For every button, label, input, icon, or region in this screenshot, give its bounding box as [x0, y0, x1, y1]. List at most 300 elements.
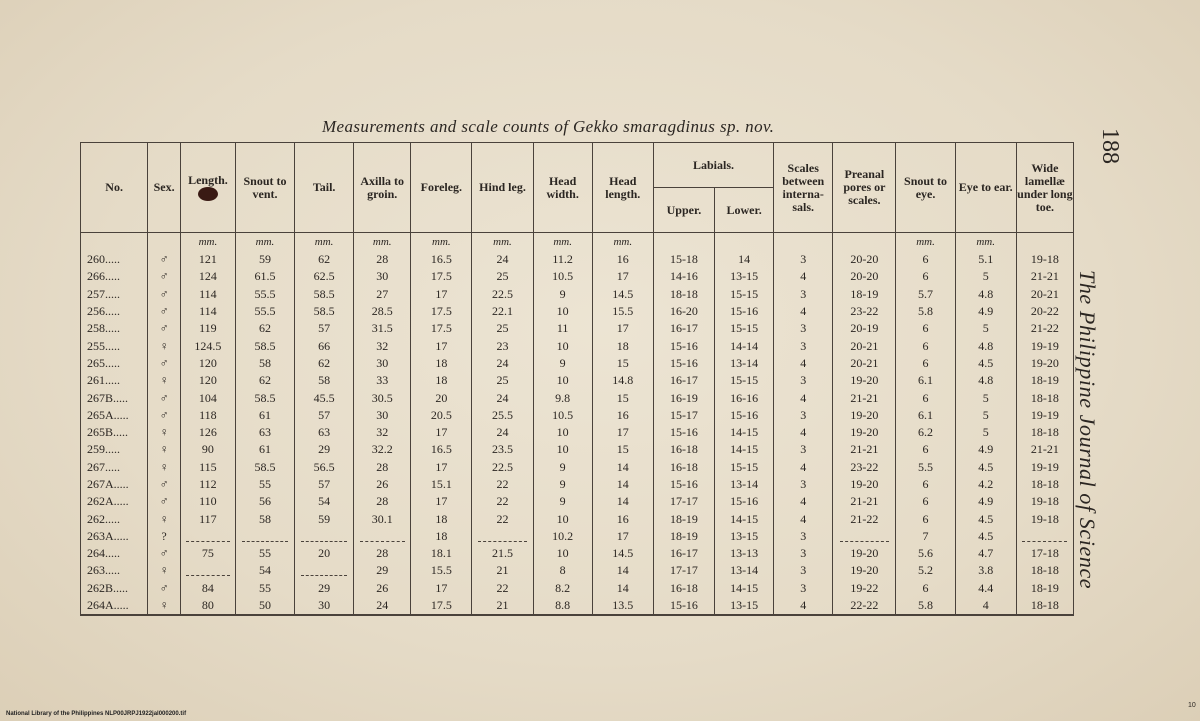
table-body — [81, 233, 1074, 616]
header-labials: Labials. — [653, 143, 773, 188]
table-cell: 28 — [354, 493, 411, 510]
table-cell: 22.1 — [472, 303, 533, 320]
blank-dashes — [301, 567, 348, 576]
table-cell: 26 — [354, 476, 411, 493]
table-row — [81, 407, 1074, 424]
table-row — [81, 459, 1074, 476]
table-cell: 62.5 — [295, 268, 354, 285]
table-row — [81, 303, 1074, 320]
table-cell: 14-15 — [715, 441, 774, 458]
table-cell — [472, 528, 533, 545]
table-cell: 90 — [180, 441, 235, 458]
unit-cell — [833, 233, 896, 252]
table-cell: 110 — [180, 493, 235, 510]
table-cell: 24 — [472, 355, 533, 372]
header-labials-upper: Upper. — [653, 188, 714, 233]
table-cell: 21-21 — [1016, 441, 1073, 458]
specimen-number: 259..... — [81, 441, 148, 458]
table-cell: 4 — [774, 493, 833, 510]
table-cell: 19-20 — [833, 562, 896, 579]
table-cell: 126 — [180, 424, 235, 441]
table-row — [81, 320, 1074, 337]
table-cell: 21-21 — [1016, 268, 1073, 285]
table-row — [81, 355, 1074, 372]
table-cell: 24 — [354, 597, 411, 615]
table-cell: 14-15 — [715, 424, 774, 441]
table-cell: 104 — [180, 389, 235, 406]
table-cell: 14-15 — [715, 580, 774, 597]
table-cell: 19-22 — [833, 580, 896, 597]
table-cell: 9 — [533, 493, 592, 510]
table-cell: 57 — [295, 320, 354, 337]
table-cell: 84 — [180, 580, 235, 597]
table-cell: 6 — [896, 441, 955, 458]
corner-mark: 10 — [1188, 702, 1196, 709]
table-cell: 15-15 — [715, 372, 774, 389]
table-cell: 21 — [472, 597, 533, 615]
table-cell: 120 — [180, 372, 235, 389]
table-cell: 5 — [955, 407, 1016, 424]
unit-cell: mm. — [472, 233, 533, 252]
table-cell: 29 — [295, 580, 354, 597]
table-cell: 17 — [411, 580, 472, 597]
table-cell: 10 — [533, 372, 592, 389]
table-cell: 4.9 — [955, 493, 1016, 510]
header-foreleg: Foreleg. — [411, 143, 472, 233]
table-cell: 4.7 — [955, 545, 1016, 562]
table-cell: 11.2 — [533, 251, 592, 268]
table-cell: 55 — [235, 580, 294, 597]
table-cell: ♂ — [148, 407, 181, 424]
table-cell: 3 — [774, 476, 833, 493]
table-cell: 20 — [295, 545, 354, 562]
table-cell: 15-17 — [653, 407, 714, 424]
table-cell — [833, 528, 896, 545]
table-cell: 4.4 — [955, 580, 1016, 597]
table-cell: 6 — [896, 320, 955, 337]
table-cell: 18-19 — [653, 510, 714, 527]
unit-cell: mm. — [955, 233, 1016, 252]
table-cell: 9 — [533, 459, 592, 476]
table-cell: 21-21 — [833, 441, 896, 458]
table-cell: 4 — [955, 597, 1016, 615]
units-row — [81, 233, 1074, 252]
table-cell: 4 — [774, 424, 833, 441]
header-length: Length. — [180, 143, 235, 233]
specimen-number: 267..... — [81, 459, 148, 476]
table-cell: 16-17 — [653, 320, 714, 337]
table-cell: 61 — [235, 441, 294, 458]
table-cell: 75 — [180, 545, 235, 562]
table-cell: 55 — [235, 476, 294, 493]
table-cell: 10 — [533, 545, 592, 562]
table-cell: 124.5 — [180, 337, 235, 354]
table-cell: 17 — [592, 528, 653, 545]
table-cell: 15-16 — [653, 424, 714, 441]
specimen-number: 258..... — [81, 320, 148, 337]
table-cell: 56 — [235, 493, 294, 510]
table-cell: 21-22 — [1016, 320, 1073, 337]
table-cell: 19-20 — [833, 372, 896, 389]
unit-cell: mm. — [295, 233, 354, 252]
table-cell: 11 — [533, 320, 592, 337]
table-cell: 5.8 — [896, 597, 955, 615]
table-cell: 3.8 — [955, 562, 1016, 579]
table-cell: 6.1 — [896, 407, 955, 424]
table-cell: 45.5 — [295, 389, 354, 406]
table-cell: 19-20 — [833, 424, 896, 441]
table-cell — [1016, 528, 1073, 545]
table-cell: 62 — [235, 372, 294, 389]
table-cell: 120 — [180, 355, 235, 372]
table-cell: 20 — [411, 389, 472, 406]
specimen-number: 264A..... — [81, 597, 148, 615]
table-cell: 20-20 — [833, 251, 896, 268]
table-cell: 4.9 — [955, 441, 1016, 458]
table-cell: 23-22 — [833, 303, 896, 320]
header-eye-ear: Eye to ear. — [955, 143, 1016, 233]
table-row — [81, 337, 1074, 354]
header-scales-between-internasals: Scales between interna-sals. — [774, 143, 833, 233]
table-cell: 62 — [295, 251, 354, 268]
table-cell: 14-14 — [715, 337, 774, 354]
table-cell: 4.8 — [955, 286, 1016, 303]
table-row — [81, 286, 1074, 303]
unit-cell: mm. — [896, 233, 955, 252]
table-cell: 14 — [592, 493, 653, 510]
table-cell: 19-20 — [833, 407, 896, 424]
table-cell: 9 — [533, 286, 592, 303]
header-sex: Sex. — [148, 143, 181, 233]
table-cell: 21.5 — [472, 545, 533, 562]
table-cell: 10.5 — [533, 268, 592, 285]
table-row — [81, 493, 1074, 510]
table-cell: 27 — [354, 286, 411, 303]
table-cell: 114 — [180, 286, 235, 303]
table-cell: 18-19 — [653, 528, 714, 545]
table-cell: 16-19 — [653, 389, 714, 406]
table-cell: 18-18 — [1016, 562, 1073, 579]
table-cell: 3 — [774, 251, 833, 268]
table-cell: 13-13 — [715, 545, 774, 562]
table-cell: 15-16 — [653, 476, 714, 493]
table-cell: 7 — [896, 528, 955, 545]
table-cell: 18-19 — [1016, 372, 1073, 389]
specimen-number: 263A..... — [81, 528, 148, 545]
table-cell: 58.5 — [295, 286, 354, 303]
header-wide-lamellae: Wide lamellæ under long toe. — [1016, 143, 1073, 233]
table-cell: 8.2 — [533, 580, 592, 597]
table-cell: 14 — [592, 562, 653, 579]
table-cell: 112 — [180, 476, 235, 493]
table-cell: 50 — [235, 597, 294, 615]
table-cell: 4 — [774, 303, 833, 320]
table-cell: 15-15 — [715, 320, 774, 337]
table-cell: 17-17 — [653, 562, 714, 579]
table-cell: 55.5 — [235, 286, 294, 303]
table-cell: 20-21 — [1016, 286, 1073, 303]
table-cell: 16 — [592, 407, 653, 424]
table-cell: ♂ — [148, 251, 181, 268]
measurements-table — [80, 142, 1074, 616]
blank-dashes — [242, 533, 289, 542]
specimen-number: 265..... — [81, 355, 148, 372]
table-cell: 20-22 — [1016, 303, 1073, 320]
table-cell: 15 — [592, 389, 653, 406]
table-cell: 5.8 — [896, 303, 955, 320]
table-cell: 24 — [472, 424, 533, 441]
table-caption: Measurements and scale counts of Gekko smaragdinus sp. nov. — [322, 117, 775, 136]
table-cell: 15 — [592, 355, 653, 372]
table-cell: 58 — [295, 372, 354, 389]
table-row — [81, 251, 1074, 268]
table-row — [81, 510, 1074, 527]
table-cell: 4.5 — [955, 459, 1016, 476]
table-cell: 30.1 — [354, 510, 411, 527]
table-cell: 15 — [592, 441, 653, 458]
specimen-number: 262A..... — [81, 493, 148, 510]
table-cell: 28 — [354, 459, 411, 476]
table-cell — [295, 528, 354, 545]
table-cell: 4.2 — [955, 476, 1016, 493]
specimen-number: 262B..... — [81, 580, 148, 597]
table-cell: 4 — [774, 597, 833, 615]
table-row — [81, 441, 1074, 458]
specimen-number: 267A..... — [81, 476, 148, 493]
table-cell: ? — [148, 528, 181, 545]
table-cell: 20-20 — [833, 268, 896, 285]
specimen-number: 260..... — [81, 251, 148, 268]
table-cell: 19-20 — [833, 545, 896, 562]
table-cell: 15-16 — [715, 493, 774, 510]
table-cell: ♀ — [148, 424, 181, 441]
table-cell: 117 — [180, 510, 235, 527]
table-cell: 62 — [235, 320, 294, 337]
table-cell: 18-18 — [1016, 389, 1073, 406]
unit-cell: mm. — [180, 233, 235, 252]
table-cell: 22 — [472, 580, 533, 597]
table-cell: 5.7 — [896, 286, 955, 303]
table-cell: ♀ — [148, 337, 181, 354]
table-cell: ♂ — [148, 303, 181, 320]
table-cell: 21 — [472, 562, 533, 579]
table-cell: 3 — [774, 407, 833, 424]
page-number: 188 — [1097, 128, 1123, 164]
table-cell: 15-15 — [715, 459, 774, 476]
table-cell: ♂ — [148, 355, 181, 372]
table-cell: ♂ — [148, 320, 181, 337]
table-cell: 3 — [774, 286, 833, 303]
table-cell: 15-16 — [715, 303, 774, 320]
table-cell: 6 — [896, 251, 955, 268]
table-cell: 3 — [774, 320, 833, 337]
table-cell: 61.5 — [235, 268, 294, 285]
table-cell: 16-18 — [653, 459, 714, 476]
table-cell: 16 — [592, 251, 653, 268]
table-cell: ♂ — [148, 580, 181, 597]
table-cell: 33 — [354, 372, 411, 389]
table-cell: ♂ — [148, 493, 181, 510]
table-cell: 6.1 — [896, 372, 955, 389]
table-cell: 25 — [472, 372, 533, 389]
specimen-number: 263..... — [81, 562, 148, 579]
unit-cell: mm. — [592, 233, 653, 252]
table-cell: 31.5 — [354, 320, 411, 337]
table-cell: 56.5 — [295, 459, 354, 476]
table-cell: 58.5 — [235, 337, 294, 354]
table-cell: 26 — [354, 580, 411, 597]
table-cell: 18-19 — [833, 286, 896, 303]
table-cell: 18 — [592, 337, 653, 354]
table-cell: 19-20 — [1016, 355, 1073, 372]
table-cell: 5.5 — [896, 459, 955, 476]
table-cell: 17 — [411, 493, 472, 510]
table-cell: 17.5 — [411, 320, 472, 337]
table-row — [81, 580, 1074, 597]
table-cell: ♂ — [148, 545, 181, 562]
table-cell: 6 — [896, 476, 955, 493]
table-cell: 28 — [354, 251, 411, 268]
table-cell: 19-19 — [1016, 459, 1073, 476]
table-cell: 4.5 — [955, 528, 1016, 545]
table-cell: 29 — [354, 562, 411, 579]
table-cell: 16.5 — [411, 251, 472, 268]
table-cell: 5.6 — [896, 545, 955, 562]
table-cell: 10 — [533, 424, 592, 441]
table-cell: 62 — [295, 355, 354, 372]
table-cell: 19-19 — [1016, 407, 1073, 424]
table-cell: 13-15 — [715, 268, 774, 285]
table-cell: 15.1 — [411, 476, 472, 493]
table-cell: 8.8 — [533, 597, 592, 615]
header-preanal-pores: Preanal pores or scales. — [833, 143, 896, 233]
table-cell: 22 — [472, 476, 533, 493]
table-cell: 4.5 — [955, 510, 1016, 527]
table-cell: 22-22 — [833, 597, 896, 615]
table-cell: 6 — [896, 510, 955, 527]
table-cell: 58.5 — [295, 303, 354, 320]
table-cell: 13-15 — [715, 528, 774, 545]
table-cell: 15.5 — [592, 303, 653, 320]
table-cell: 17-18 — [1016, 545, 1073, 562]
table-cell: 4.8 — [955, 372, 1016, 389]
table-row — [81, 424, 1074, 441]
table-cell: 15.5 — [411, 562, 472, 579]
table-row — [81, 597, 1074, 615]
blank-dashes — [186, 567, 229, 576]
table-cell: 19-18 — [1016, 251, 1073, 268]
table-cell: 118 — [180, 407, 235, 424]
header-snout-vent: Snout to vent. — [235, 143, 294, 233]
specimen-number: 267B..... — [81, 389, 148, 406]
header-labials-lower: Lower. — [715, 188, 774, 233]
header-no: No. — [81, 143, 148, 233]
table-cell: 5 — [955, 320, 1016, 337]
table-cell: 13-15 — [715, 597, 774, 615]
table-cell: 3 — [774, 372, 833, 389]
table-cell: 6 — [896, 355, 955, 372]
table-cell: 121 — [180, 251, 235, 268]
table-cell: 63 — [235, 424, 294, 441]
table-cell: 57 — [295, 476, 354, 493]
specimen-number: 262..... — [81, 510, 148, 527]
table-cell: 18 — [411, 372, 472, 389]
table-cell: 13.5 — [592, 597, 653, 615]
table-cell: 18-18 — [1016, 476, 1073, 493]
table-cell: 28 — [354, 545, 411, 562]
table-cell: 58 — [235, 355, 294, 372]
table-cell: 6.2 — [896, 424, 955, 441]
table-cell: 32.2 — [354, 441, 411, 458]
table-cell: 10.2 — [533, 528, 592, 545]
blank-dashes — [1022, 533, 1067, 542]
table-cell — [235, 528, 294, 545]
table-cell: 14 — [592, 459, 653, 476]
table-cell: 4 — [774, 510, 833, 527]
table-cell: 61 — [235, 407, 294, 424]
table-cell: 15-16 — [653, 597, 714, 615]
table-cell: 3 — [774, 562, 833, 579]
unit-cell — [1016, 233, 1073, 252]
table-cell: 22.5 — [472, 286, 533, 303]
table-cell: 4.8 — [955, 337, 1016, 354]
table-cell: 57 — [295, 407, 354, 424]
table-cell: 14 — [592, 580, 653, 597]
table-cell: 10 — [533, 441, 592, 458]
table-cell: 5.2 — [896, 562, 955, 579]
table-cell: 55 — [235, 545, 294, 562]
unit-cell — [148, 233, 181, 252]
table-cell: 4.9 — [955, 303, 1016, 320]
table-cell: 20-21 — [833, 355, 896, 372]
table-cell: 20.5 — [411, 407, 472, 424]
table-cell: 17-17 — [653, 493, 714, 510]
table-cell: 29 — [295, 441, 354, 458]
table-cell — [354, 528, 411, 545]
table-cell: 16-17 — [653, 372, 714, 389]
header-axilla-groin: Axilla to groin. — [354, 143, 411, 233]
unit-cell: mm. — [533, 233, 592, 252]
table-cell: 18-18 — [653, 286, 714, 303]
table-cell: 18-18 — [1016, 597, 1073, 615]
table-cell: 9 — [533, 355, 592, 372]
table-cell: 13-14 — [715, 355, 774, 372]
unit-cell: mm. — [411, 233, 472, 252]
table-cell: 10 — [533, 510, 592, 527]
table-cell: 16-17 — [653, 545, 714, 562]
table-cell: 30 — [354, 268, 411, 285]
table-cell: 3 — [774, 441, 833, 458]
table-cell: 114 — [180, 303, 235, 320]
table-cell: 5.1 — [955, 251, 1016, 268]
journal-title: The Philippine Journal of Science — [1075, 270, 1100, 590]
table-cell: 58 — [235, 510, 294, 527]
table-cell: 17.5 — [411, 303, 472, 320]
table-cell: 6 — [896, 389, 955, 406]
table-cell: 17 — [411, 459, 472, 476]
table-cell: 14.8 — [592, 372, 653, 389]
table-cell: 54 — [235, 562, 294, 579]
table-cell: 4 — [774, 355, 833, 372]
blank-dashes — [301, 533, 348, 542]
table-cell: 15-18 — [653, 251, 714, 268]
table-cell: ♂ — [148, 389, 181, 406]
table-cell: 20-19 — [833, 320, 896, 337]
table-cell: 13-14 — [715, 476, 774, 493]
table-cell: 14-16 — [653, 268, 714, 285]
table-cell: 21-22 — [833, 510, 896, 527]
measurements-table-wrapper — [80, 142, 1074, 616]
